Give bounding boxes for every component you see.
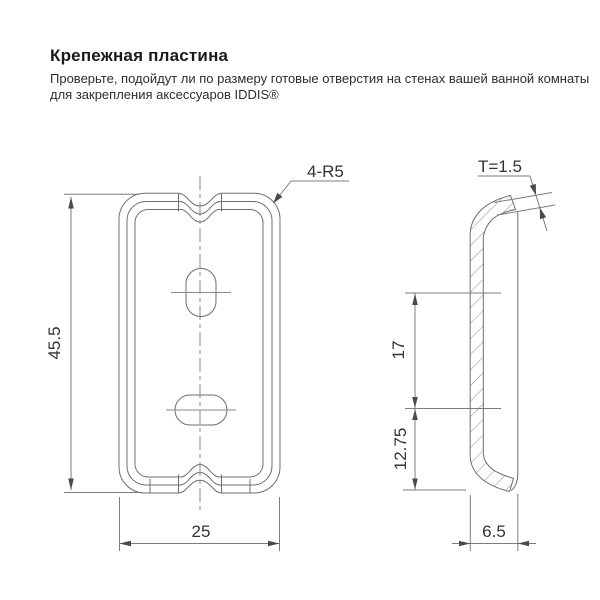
height-dimension xyxy=(45,194,140,492)
thickness-label: T=1.5 xyxy=(478,157,522,176)
width-dimension xyxy=(120,497,280,551)
lower-offset-label: 12.75 xyxy=(391,427,410,471)
width-dimension-label: 25 xyxy=(191,522,211,541)
height-dimension-label: 45.5 xyxy=(45,326,64,360)
front-view xyxy=(45,162,349,551)
hole-spacing-label: 17 xyxy=(389,340,408,360)
section-profile xyxy=(470,196,515,492)
page-title: Крепежная пластина xyxy=(50,46,229,65)
description-line-1: Проверьте, подойдут ли по размеру готовые отверстия на стенах вашей ванной комнаты xyxy=(50,71,590,86)
description-line-2: для закрепления аксессуаров IDDIS® xyxy=(50,86,279,102)
depth-label: 6.5 xyxy=(482,522,506,541)
flange-front-edge xyxy=(511,212,518,491)
corner-radius-callout xyxy=(273,162,349,204)
side-view xyxy=(389,157,555,551)
depth-dimension xyxy=(452,494,536,551)
plate-inner-contour xyxy=(135,210,263,478)
corner-radius-label: 4-R5 xyxy=(307,162,344,181)
